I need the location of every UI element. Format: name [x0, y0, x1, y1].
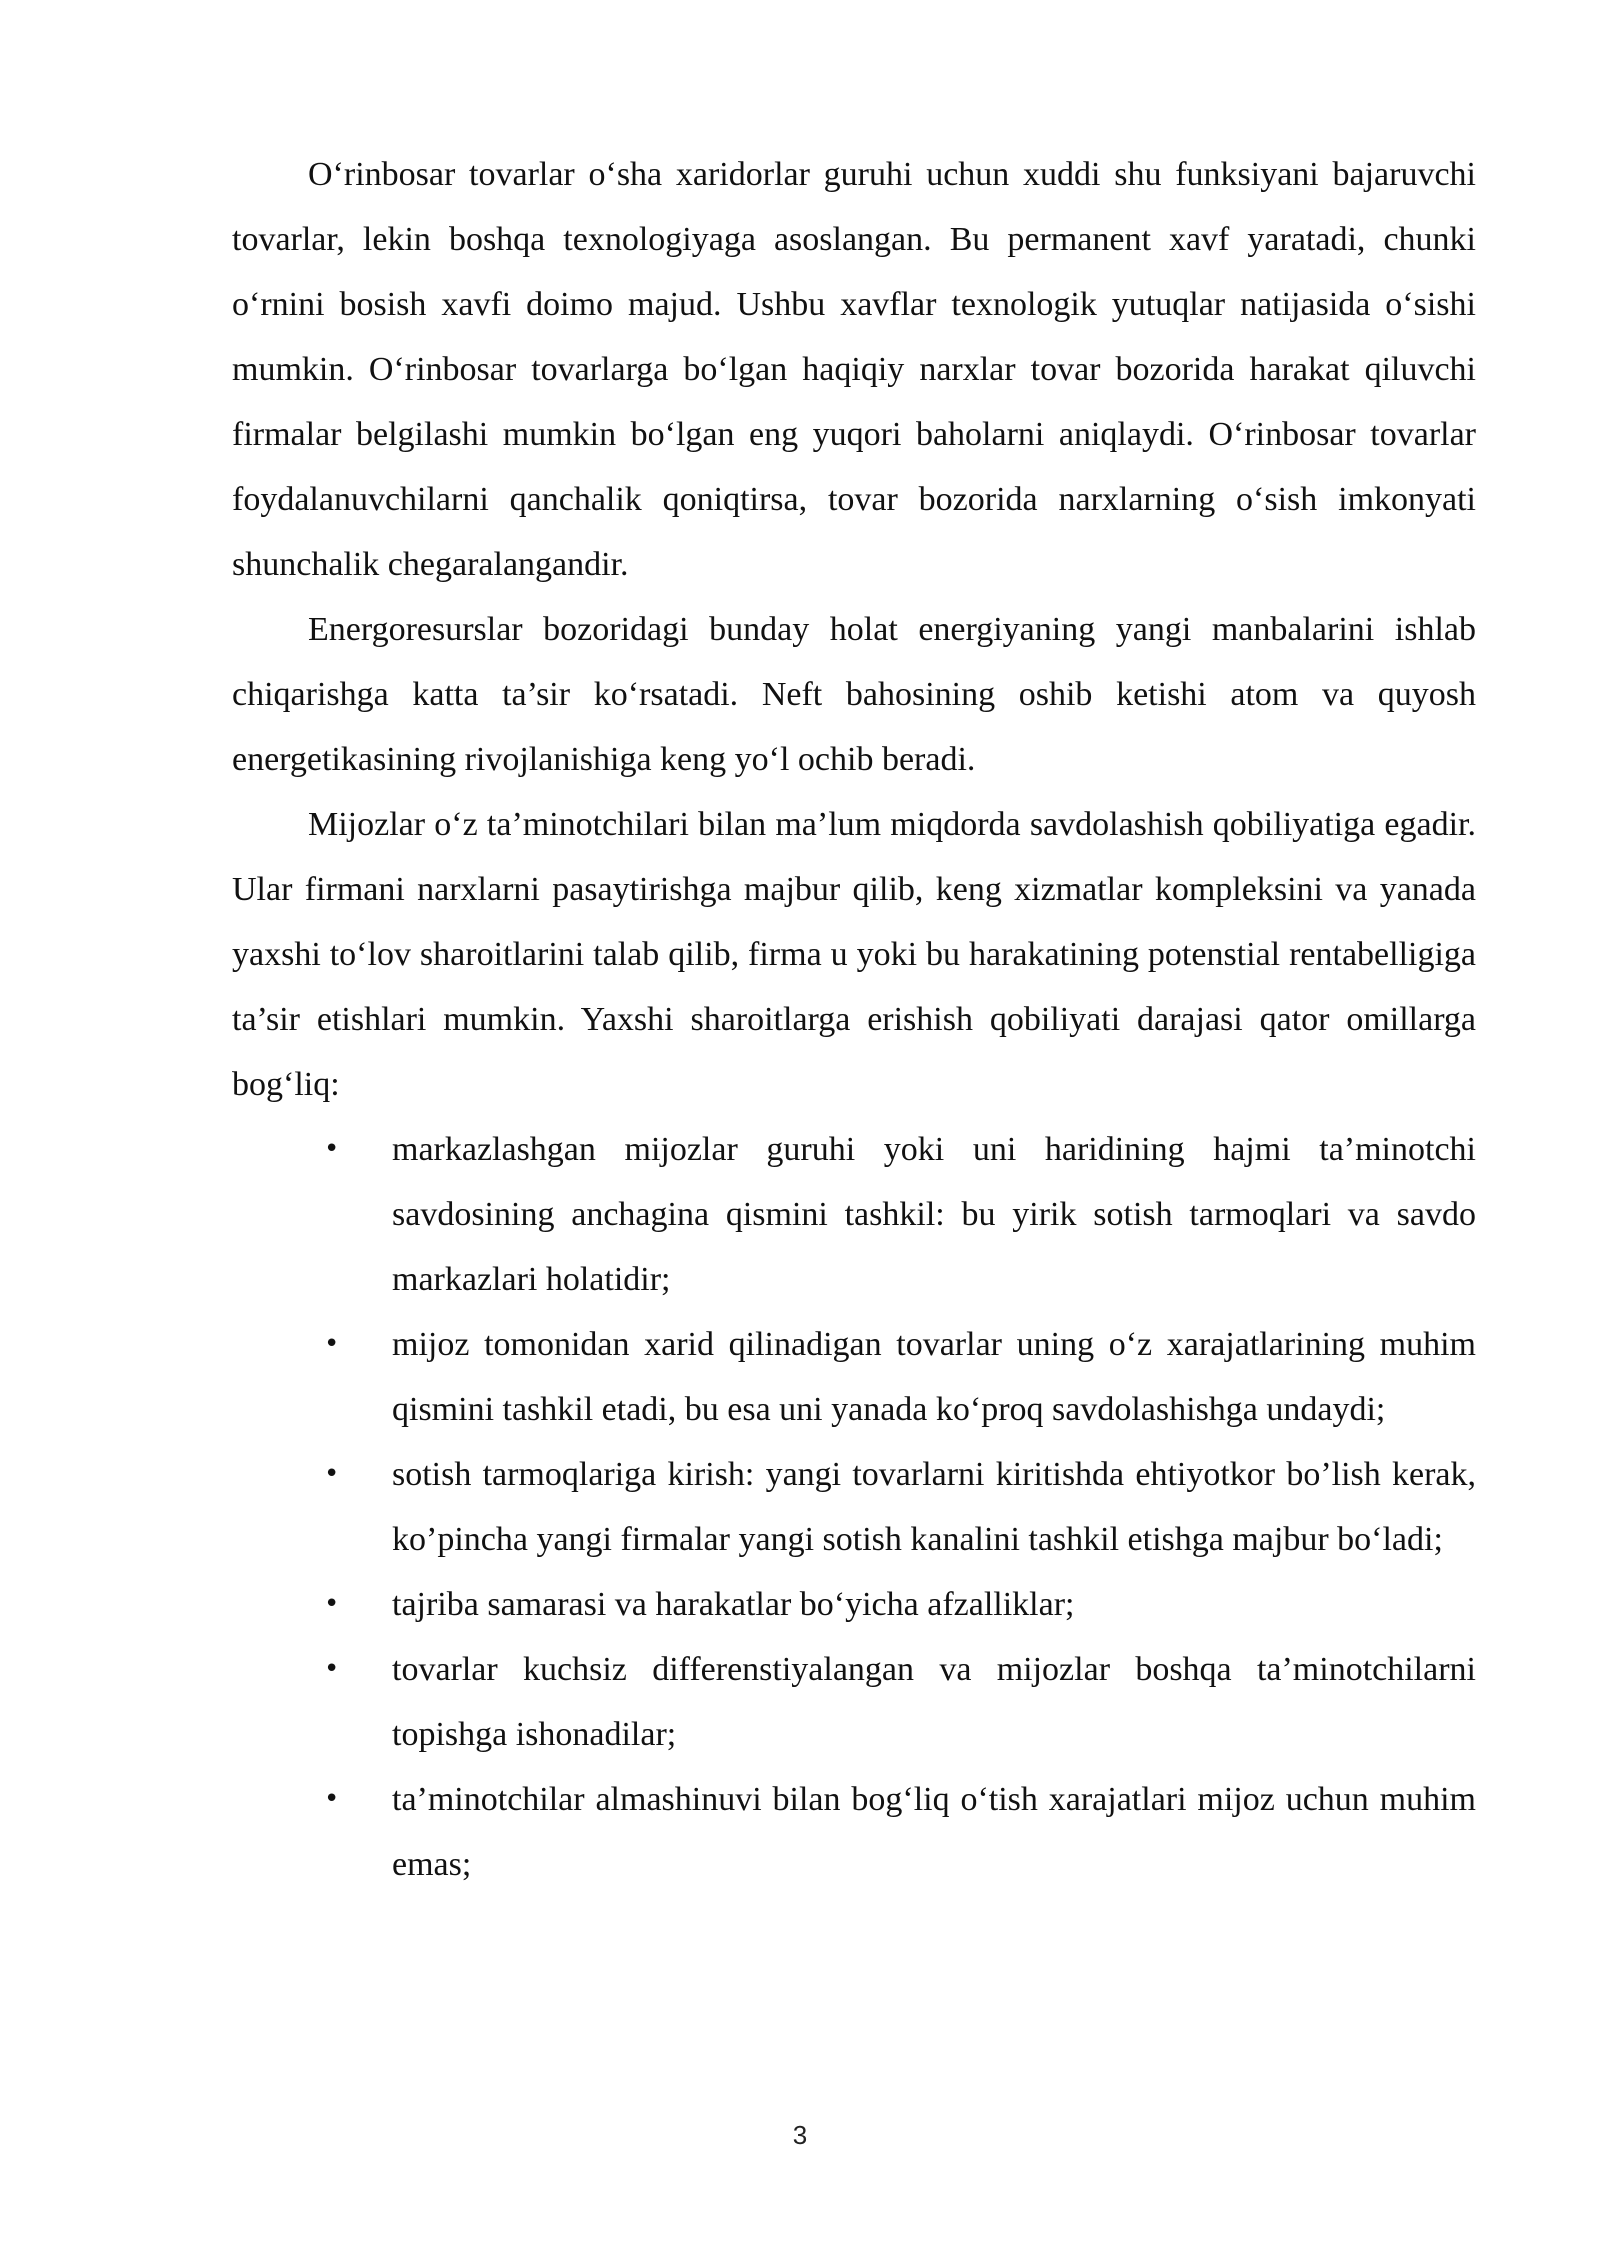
list-item: [232, 1572, 1476, 1637]
list-item-text: tajriba samarasi va harakatlar bo‘yicha afzalliklar;: [392, 1586, 1075, 1623]
bullet-icon: •: [324, 1784, 340, 1814]
list-item-text: sotish tarmoqlariga kirish: yangi tovarlarni kiritishda ehtiyotkor bo’lish kerak, ko’pincha yangi firmalar yangi sotish kanalini tashkil etishga majbur bo‘ladi;: [392, 1456, 1476, 1558]
bullet-icon: •: [324, 1134, 340, 1164]
list-item-text: ta’minotchilar almashinuvi bilan bog‘liq o‘tish xarajatlari mijoz uchun muhim emas;: [392, 1781, 1476, 1883]
list-item-text: tovarlar kuchsiz differenstiyalangan va mijozlar boshqa ta’minotchilarni topishga ishonadilar;: [392, 1651, 1476, 1753]
list-item: [232, 1442, 1476, 1572]
list-item: [232, 1312, 1476, 1442]
list-item: [232, 1637, 1476, 1767]
page-number: 3: [792, 2120, 808, 2150]
paragraph-energy-resources: Energoresurslar bozoridagi bunday holat energiyaning yangi manbalarini ishlab chiqarishga katta ta’sir ko‘rsatadi. Neft bahosining oshib ketishi atom va quyosh energetikasining rivojlanishiga keng yo‘l ochib beradi.: [232, 611, 1476, 778]
list-item-text: markazlashgan mijozlar guruhi yoki uni haridining hajmi ta’minotchi savdosining anchagina qismini tashkil: bu yirik sotish tarmoqlari va savdo markazlari holatidir;: [392, 1131, 1476, 1298]
page-body: [232, 142, 1476, 1897]
bullet-icon: •: [324, 1654, 340, 1684]
paragraph-substitute-goods: O‘rinbosar tovarlar o‘sha xaridorlar guruhi uchun xuddi shu funksiyani bajaruvchi tovarlar, lekin boshqa texnologiyaga asoslangan. Bu permanent xavf yaratadi, chunki o‘rnini bosish xavfi doimo majud. Ushbu xavflar texnologik yutuqlar natijasida o‘sishi mumkin. O‘rinbosar tovarlarga bo‘lgan haqiqiy narxlar tovar bozorida harakat qiluvchi firmalar belgilashi mumkin bo‘lgan eng yuqori baholarni aniqlaydi. O‘rinbosar tovarlar foydalanuvchilarni qanchalik qoniqtirsa, tovar bozorida narxlarning o‘sish imkonyati shunchalik chegaralangandir.: [232, 156, 1476, 583]
bullet-icon: •: [324, 1459, 340, 1489]
list-item: [232, 1117, 1476, 1312]
bullet-icon: •: [324, 1329, 340, 1359]
list-item: [232, 1767, 1476, 1897]
bullet-icon: •: [324, 1589, 340, 1619]
factors-list: [232, 1117, 1476, 1897]
paragraph-buyer-power: Mijozlar o‘z ta’minotchilari bilan ma’lum miqdorda savdolashish qobiliyatiga egadir. Ular firmani narxlarni pasaytirishga majbur qilib, keng xizmatlar kompleksini va yanada yaxshi to‘lov sharoitlarini talab qilib, firma u yoki bu harakatining potenstial rentabelligiga ta’sir etishlari mumkin. Yaxshi sharoitlarga erishish qobiliyati darajasi qator omillarga bog‘liq:: [232, 806, 1476, 1103]
list-item-text: mijoz tomonidan xarid qilinadigan tovarlar uning o‘z xarajatlarining muhim qismini tashkil etadi, bu esa uni yanada ko‘proq savdolashishga undaydi;: [392, 1326, 1476, 1428]
